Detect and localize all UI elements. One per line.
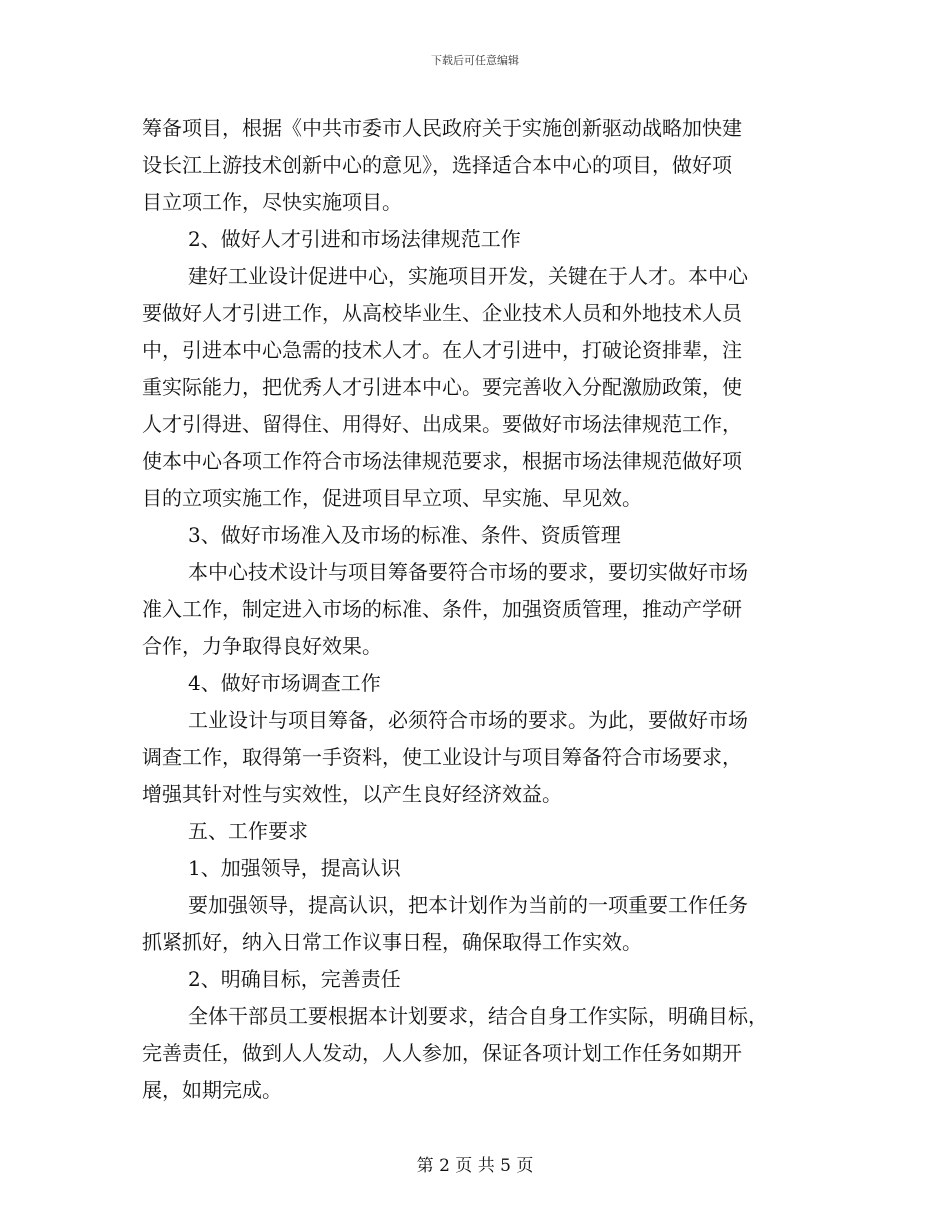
body-line: 重实际能力，把优秀人才引进本中心。要完善收入分配激励政策，使 [142, 375, 742, 399]
body-line: 要加强领导，提高认识，把本计划作为当前的一项重要工作任务 [188, 893, 748, 917]
section-heading: 3、做好市场准入及市场的标准、条件、资质管理 [188, 523, 621, 547]
body-line: 准入工作，制定进入市场的标准、条件，加强资质管理，推动产学研 [142, 597, 742, 621]
section-heading: 1、加强领导，提高认识 [188, 856, 401, 880]
body-line: 要做好人才引进工作，从高校毕业生、企业技术人员和外地技术人员 [142, 301, 742, 325]
body-line: 展，如期完成。 [142, 1078, 282, 1102]
body-line: 工业设计与项目筹备，必须符合市场的要求。为此，要做好市场 [188, 708, 748, 732]
section-heading: 2、明确目标，完善责任 [188, 967, 401, 991]
document-body [142, 110, 804, 1109]
body-line: 合作，力争取得良好效果。 [142, 634, 382, 658]
body-line: 完善责任，做到人人发动，人人参加，保证各项计划工作任务如期开 [142, 1041, 742, 1065]
body-line: 建好工业设计促进中心，实施项目开发，关键在于人才。本中心 [188, 264, 748, 288]
body-line: 目立项工作，尽快实施项目。 [142, 190, 402, 214]
body-line: 全体干部员工要根据本计划要求，结合自身工作实际，明确目标， [188, 1004, 768, 1028]
body-line: 中，引进本中心急需的技术人才。在人才引进中，打破论资排辈，注 [142, 338, 742, 362]
body-line: 本中心技术设计与项目筹备要符合市场的要求，要切实做好市场 [188, 560, 748, 584]
body-line: 设长江上游技术创新中心的意见》，选择适合本中心的项目，做好项 [142, 153, 732, 177]
page-header-note: 下载后可任意编辑 [431, 54, 519, 67]
body-line: 目的立项实施工作，促进项目早立项、早实施、早见效。 [142, 486, 642, 510]
body-line: 抓紧抓好，纳入日常工作议事日程，确保取得工作实效。 [142, 930, 642, 954]
body-line: 使本中心各项工作符合市场法律规范要求，根据市场法律规范做好项 [142, 449, 742, 473]
body-line: 调查工作，取得第一手资料，使工业设计与项目筹备符合市场要求， [142, 745, 742, 769]
section-heading: 4、做好市场调查工作 [188, 671, 381, 695]
body-line: 人才引得进、留得住、用得好、出成果。要做好市场法律规范工作， [142, 412, 742, 436]
section-heading: 五、工作要求 [188, 819, 308, 843]
page-number: 第 2 页 共 5 页 [416, 1156, 534, 1176]
body-line: 筹备项目，根据《中共市委市人民政府关于实施创新驱动战略加快建 [142, 116, 742, 140]
section-heading: 2、做好人才引进和市场法律规范工作 [188, 227, 521, 251]
body-line: 增强其针对性与实效性，以产生良好经济效益。 [142, 782, 562, 806]
